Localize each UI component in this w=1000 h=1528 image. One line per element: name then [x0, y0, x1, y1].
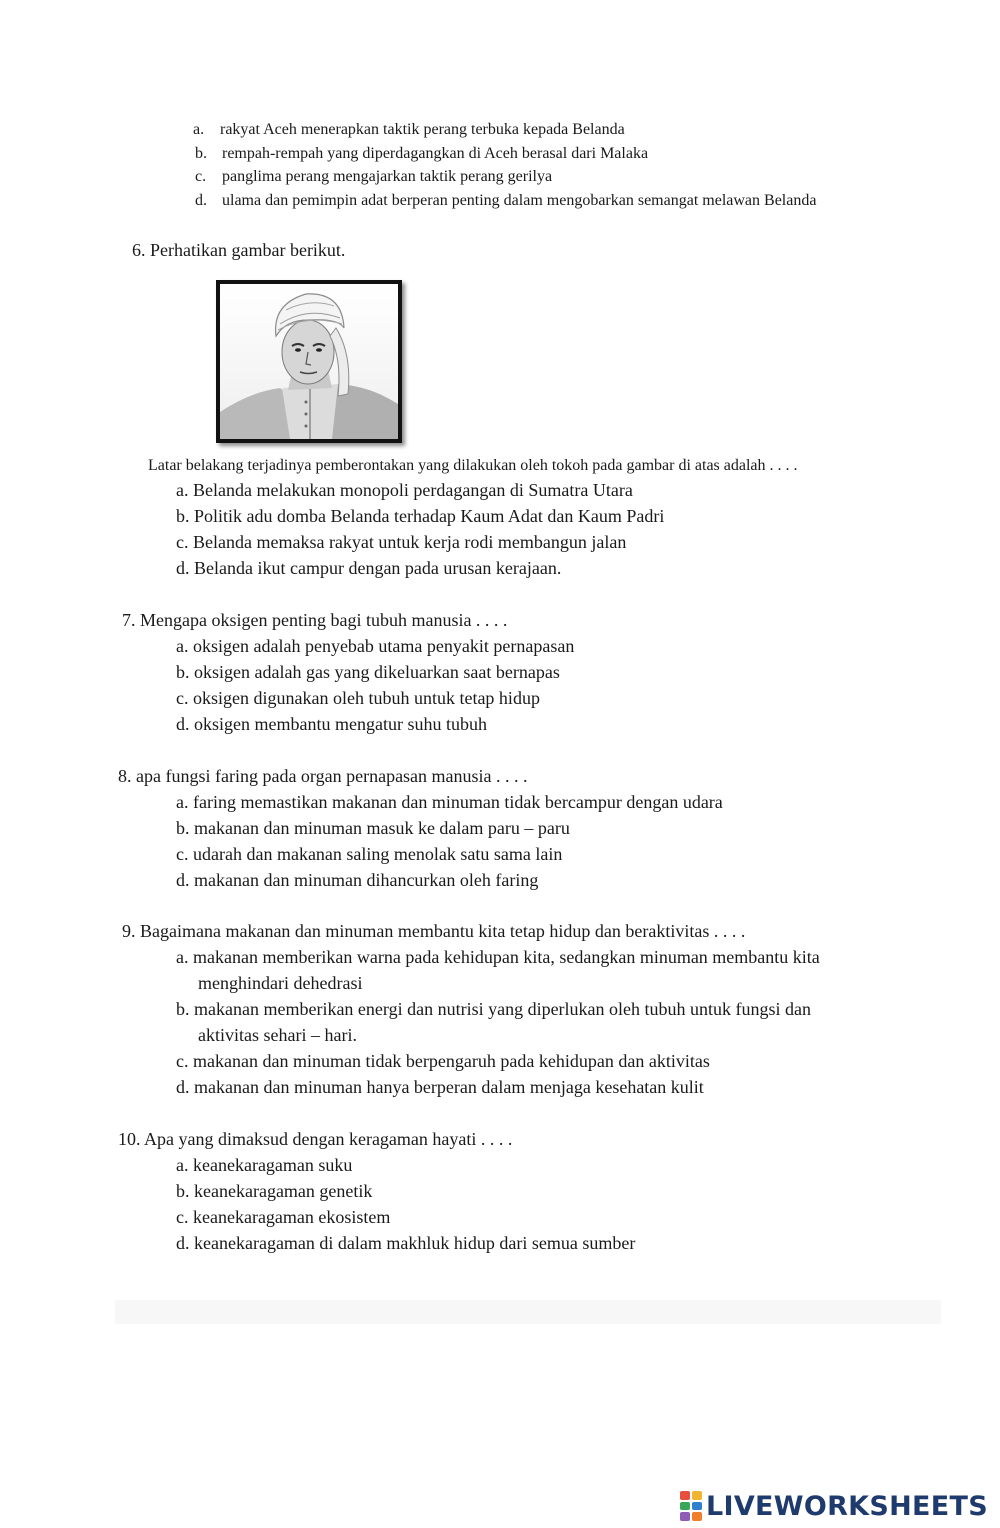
q8-option-d[interactable]: d. makanan dan minuman dihancurkan oleh faring — [176, 870, 539, 890]
q6-option-d[interactable]: d. Belanda ikut campur dengan pada urusan kerajaan. — [176, 558, 562, 578]
q9-option-a-line1: a. makanan memberikan warna pada kehidupan kita, sedangkan minuman membantu kita — [176, 947, 820, 967]
q7-title: 7. Mengapa oksigen penting bagi tubuh manusia . . . . — [122, 610, 508, 630]
q6-title: 6. Perhatikan gambar berikut. — [132, 240, 346, 260]
q6-options — [176, 477, 664, 581]
q9-option-b-line1: b. makanan memberikan energi dan nutrisi yang diperlukan oleh tubuh untuk fungsi dan — [176, 999, 812, 1019]
liveworksheets-logo[interactable] — [680, 1488, 988, 1524]
portrait-image — [216, 280, 402, 443]
q7-option-d[interactable]: d. oksigen membantu mengatur suhu tubuh — [176, 714, 487, 734]
q7-options — [176, 633, 574, 737]
q8-option-a[interactable]: a. faring memastikan makanan dan minuman tidak bercampur dengan udara — [176, 792, 723, 812]
q6-option-a[interactable]: a. Belanda melakukan monopoli perdagangan di Sumatra Utara — [176, 480, 633, 500]
q8-option-b[interactable]: b. makanan dan minuman masuk ke dalam paru – paru — [176, 818, 570, 838]
q5-option-c[interactable]: c. panglima perang mengajarkan taktik perang gerilya — [195, 168, 553, 186]
q9-option-b-line2: aktivitas sehari – hari. — [198, 1025, 357, 1045]
q9-option-a[interactable] — [176, 944, 820, 996]
q9-option-d[interactable]: d. makanan dan minuman hanya berperan dalam menjaga kesehatan kulit — [176, 1077, 704, 1097]
liveworksheets-mark-icon — [680, 1491, 702, 1521]
q10-options — [176, 1152, 635, 1256]
q9-option-a-line2: menghindari dehedrasi — [198, 973, 363, 993]
q9-option-b[interactable] — [176, 996, 820, 1048]
q5-option-d[interactable]: d. ulama dan pemimpin adat berperan penting dalam mengobarkan semangat melawan Belanda — [195, 192, 817, 210]
q7-option-b[interactable]: b. oksigen adalah gas yang dikeluarkan saat bernapas — [176, 662, 560, 682]
footer-band — [115, 1300, 941, 1324]
q9-title: 9. Bagaimana makanan dan minuman membantu kita tetap hidup dan beraktivitas . . . . — [122, 921, 746, 941]
q10-option-d[interactable]: d. keanekaragaman di dalam makhluk hidup dari semua sumber — [176, 1233, 636, 1253]
q10-option-c[interactable]: c. keanekaragaman ekosistem — [176, 1207, 391, 1227]
q8-options — [176, 789, 723, 893]
q7-option-c[interactable]: c. oksigen digunakan oleh tubuh untuk tetap hidup — [176, 688, 540, 708]
q10-title: 10. Apa yang dimaksud dengan keragaman hayati . . . . — [118, 1129, 513, 1149]
q8-title: 8. apa fungsi faring pada organ pernapasan manusia . . . . — [118, 766, 528, 786]
q8-option-c[interactable]: c. udarah dan makanan saling menolak satu sama lain — [176, 844, 563, 864]
portrait-illustration — [220, 284, 398, 439]
q6-option-c[interactable]: c. Belanda memaksa rakyat untuk kerja rodi membangun jalan — [176, 532, 627, 552]
q9-options — [176, 944, 820, 1100]
q10-option-a[interactable]: a. keanekaragaman suku — [176, 1155, 353, 1175]
q5-option-a[interactable]: a. rakyat Aceh menerapkan taktik perang terbuka kepada Belanda — [193, 121, 625, 138]
q6-option-b[interactable]: b. Politik adu domba Belanda terhadap Kaum Adat dan Kaum Padri — [176, 506, 665, 526]
q6-stem: Latar belakang terjadinya pemberontakan yang dilakukan oleh tokoh pada gambar di atas adalah . . . . — [148, 457, 798, 474]
q5-options — [193, 118, 816, 213]
q9-option-c[interactable]: c. makanan dan minuman tidak berpengaruh pada kehidupan dan aktivitas — [176, 1051, 710, 1071]
brand-name: LIVEWORKSHEETS — [705, 1490, 988, 1522]
q7-option-a[interactable]: a. oksigen adalah penyebab utama penyakit pernapasan — [176, 636, 575, 656]
q10-option-b[interactable]: b. keanekaragaman genetik — [176, 1181, 373, 1201]
q5-option-b[interactable]: b. rempah-rempah yang diperdagangkan di Aceh berasal dari Malaka — [195, 144, 649, 162]
